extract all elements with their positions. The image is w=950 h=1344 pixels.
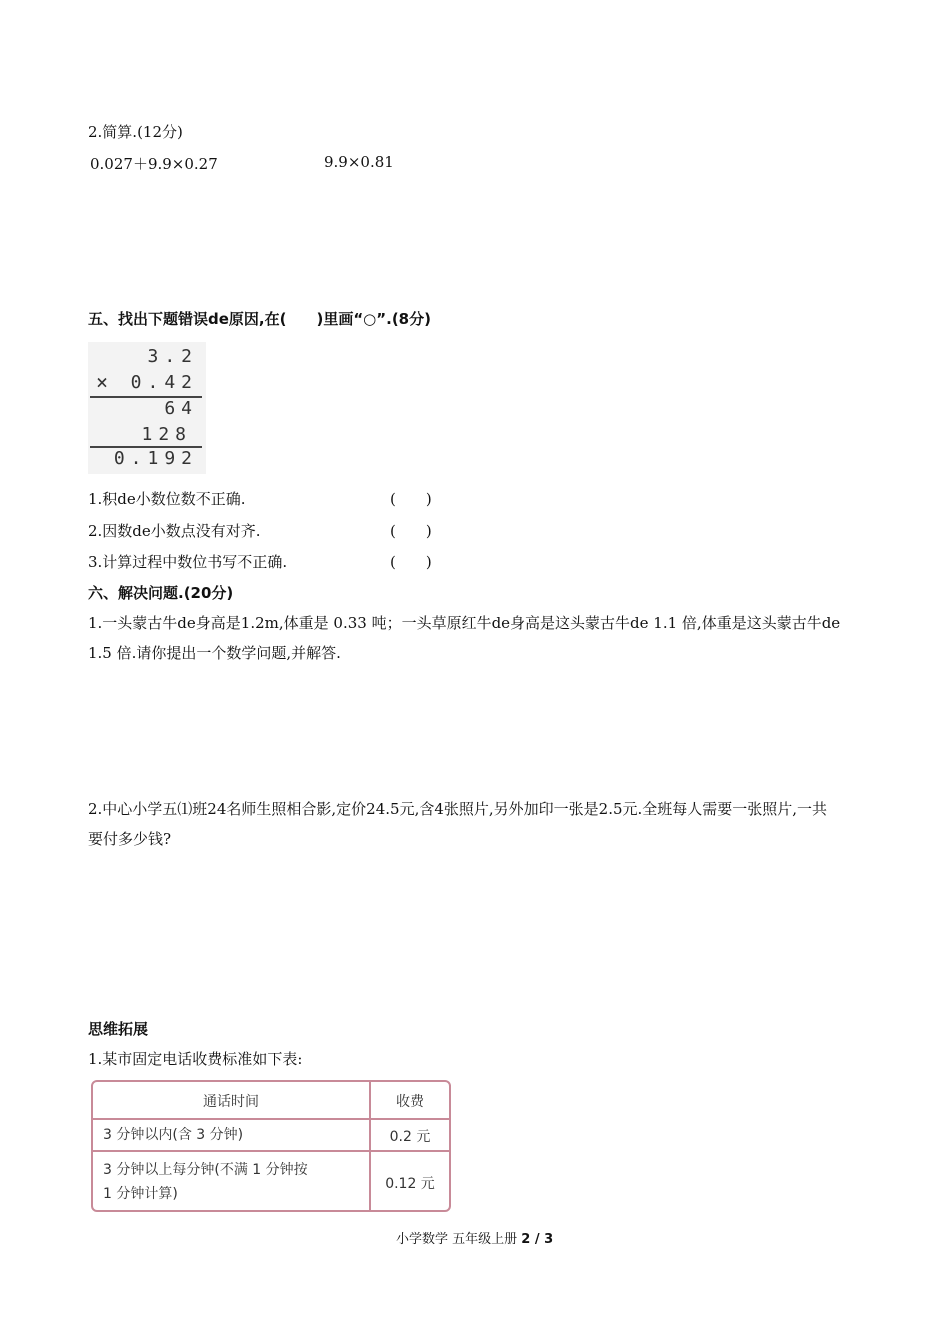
simplify-expression-1: 0.027＋9.9×0.27 [90, 155, 218, 173]
vertical-multiplication [88, 342, 206, 474]
simplify-question-title: 2.简算.(12分) [88, 123, 183, 141]
table-row1-fee: 0.2 元 [389, 1129, 431, 1145]
calc-multiplicand: 3.2 [147, 346, 198, 367]
phone-fee-table [91, 1080, 451, 1212]
error-option-2: 2.因数de小数点没有对齐. [88, 522, 261, 540]
problem-2-text: 2.中心小学五⑴班24名师生照相合影,定价24.5元,含4张照片,另外加印一张是2.5元.全班每人需要一张照片,一共要付多少钱? [88, 800, 828, 848]
calc-partial-1: 64 [164, 398, 198, 419]
problem-1-text: 1.一头蒙古牛de身高是1.2m,体重是 0.33 吨；一头草原红牛de身高是这头蒙古牛de 1.1 倍,体重是这头蒙古牛de 1.5 倍.请你提出一个数学问题,并解答. [88, 614, 841, 662]
table-row-divider [93, 1150, 449, 1152]
table-header-call-time: 通话时间 [203, 1094, 259, 1110]
extension-heading: 思维拓展 [88, 1020, 149, 1038]
table-row1-time: 3 分钟以内(含 3 分钟) [103, 1127, 244, 1143]
table-header-fee: 收费 [396, 1094, 424, 1110]
calc-result: 0.192 [113, 448, 198, 469]
table-row2-fee: 0.12 元 [385, 1176, 435, 1192]
calc-partial-2: 128 [141, 424, 192, 445]
multiply-sign: × [96, 370, 109, 394]
table-header-divider [93, 1118, 449, 1120]
simplify-expression-2: 9.9×0.81 [324, 153, 394, 171]
page-number: 2 / 3 [521, 1232, 554, 1247]
error-option-2-bracket: ( ) [390, 522, 432, 540]
page-footer [396, 1228, 553, 1247]
table-row2-time-line1: 3 分钟以上每分钟(不满 1 分钟按 [103, 1162, 308, 1178]
error-option-1: 1.积de小数位数不正确. [88, 490, 246, 508]
footer-subject: 小学数学 五年级上册 [396, 1232, 522, 1247]
section-six-heading: 六、解决问题.(20分) [88, 584, 234, 602]
calc-multiplier: 0.42 [130, 372, 198, 393]
error-option-3-bracket: ( ) [390, 553, 432, 571]
section-five-heading: 五、找出下题错误de原因,在( )里画“○”.(8分) [88, 310, 431, 328]
table-row2-time-line2: 1 分钟计算) [103, 1186, 178, 1202]
error-option-3: 3.计算过程中数位书写不正确. [88, 553, 288, 571]
extension-question-1: 1.某市固定电话收费标准如下表: [88, 1050, 303, 1068]
error-option-1-bracket: ( ) [390, 490, 432, 508]
